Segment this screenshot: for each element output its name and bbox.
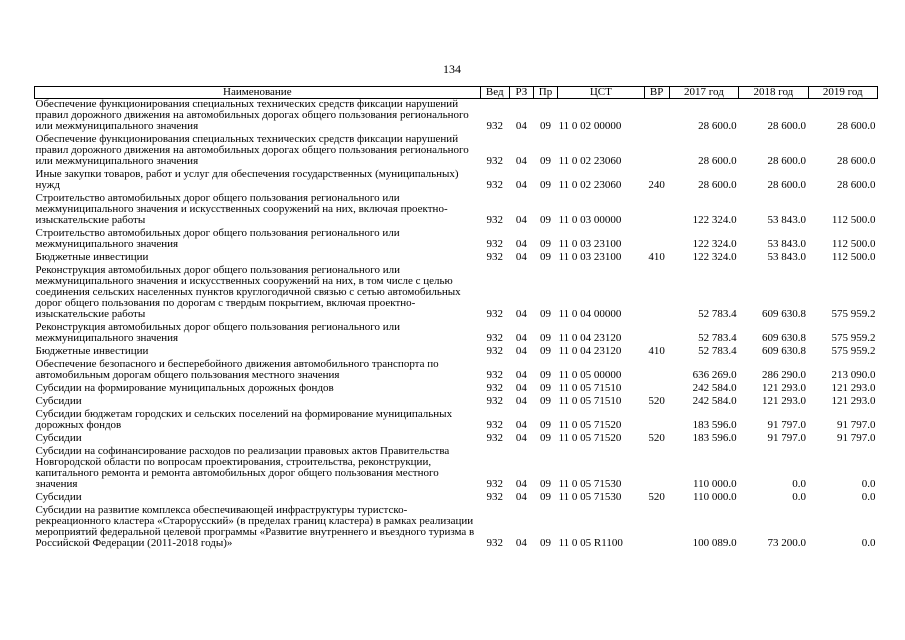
row-vr: 520	[648, 432, 665, 444]
row-vr: 410	[648, 345, 665, 357]
row-name: Субсидии	[35, 432, 82, 444]
row-cst: 11 0 03 00000	[558, 214, 622, 226]
row-ved: 932	[486, 491, 503, 503]
row-2018: 0.0	[792, 491, 807, 503]
row-ved: 932	[486, 251, 503, 263]
row-pr: 09	[540, 369, 552, 381]
row-ved: 932	[486, 369, 503, 381]
row-cst: 11 0 03 23100	[558, 238, 622, 250]
header-rz: РЗ	[509, 87, 533, 99]
row-vr: 240	[648, 179, 665, 191]
row-ved: 932	[486, 332, 503, 344]
row-cst: 11 0 05 00000	[558, 369, 622, 381]
row-rz: 04	[515, 308, 527, 320]
row-pr: 09	[540, 238, 552, 250]
header-2019: 2019 год	[808, 87, 877, 99]
row-rz: 04	[515, 345, 527, 357]
table-row	[35, 169, 878, 193]
row-ved: 932	[486, 214, 503, 226]
row-ved: 932	[486, 308, 503, 320]
row-2017: 183 596.0	[692, 419, 737, 431]
row-pr: 09	[540, 382, 552, 394]
row-rz: 04	[515, 432, 527, 444]
row-2017: 183 596.0	[692, 432, 737, 444]
table-row	[35, 322, 878, 346]
row-2019: 91 797.0	[837, 432, 876, 444]
row-name: Реконструкция автомобильных дорог общего пользования регионального или межмуниципального значения	[35, 321, 400, 344]
row-2019: 112 500.0	[831, 251, 876, 263]
row-rz: 04	[515, 238, 527, 250]
row-rz: 04	[515, 537, 527, 549]
row-2017: 122 324.0	[692, 214, 737, 226]
table-header-row	[35, 87, 878, 99]
table-row	[35, 265, 878, 322]
row-2019: 112 500.0	[831, 214, 876, 226]
row-2017: 100 089.0	[692, 537, 737, 549]
row-rz: 04	[515, 419, 527, 431]
row-ved: 932	[486, 478, 503, 490]
row-cst: 11 0 02 23060	[558, 155, 622, 167]
row-name: Субсидии на софинансирование расходов по реализации правовых актов Правительства Новгородской области по вопросам проектирования, строительства, реконструкции, капитального ремонта и ремонта автомобильных дорог общего пользования местного значения	[35, 445, 450, 490]
row-2018: 0.0	[792, 478, 807, 490]
row-2017: 52 783.4	[698, 332, 737, 344]
row-name: Бюджетные инвестиции	[35, 251, 149, 263]
table-row	[35, 134, 878, 169]
budget-table	[34, 86, 878, 551]
row-vr: 520	[648, 491, 665, 503]
row-2018: 53 843.0	[767, 251, 807, 263]
row-pr: 09	[540, 308, 552, 320]
row-rz: 04	[515, 179, 527, 191]
row-name: Бюджетные инвестиции	[35, 345, 149, 357]
table-row	[35, 446, 878, 492]
row-pr: 09	[540, 251, 552, 263]
row-2019: 112 500.0	[831, 238, 876, 250]
row-2017: 28 600.0	[698, 179, 737, 191]
table-row	[35, 193, 878, 228]
row-vr	[644, 505, 669, 551]
row-vr	[644, 228, 669, 252]
row-2019: 213 090.0	[831, 369, 876, 381]
row-2018: 28 600.0	[767, 120, 807, 132]
row-rz: 04	[515, 369, 527, 381]
row-name: Реконструкция автомобильных дорог общего пользования регионального или межмуниципального значения и искусственных сооружений на них, в том числе с целью соединения сельских населенных пунктов круглогодичной связью с сетью автомобильных дорог общего пользования по дорогам с твердым покрытием, включая проектно-изыскательские работы	[35, 264, 461, 320]
row-rz: 04	[515, 214, 527, 226]
row-2017: 110 000.0	[693, 491, 737, 503]
row-name: Субсидии на развитие комплекса обеспечивающей инфраструктуры туристско-рекреационного кластера «Старорусский» (в пределах границ кластера) в рамках реализации мероприятий федеральной целевой программы «Развитие внутреннего и въездного туризма в Российской Федерации (2011-2018 годы)»	[35, 504, 475, 549]
row-ved: 932	[486, 432, 503, 444]
row-2017: 110 000.0	[693, 478, 737, 490]
row-2019: 575 959.2	[831, 345, 876, 357]
row-cst: 11 0 04 00000	[558, 308, 622, 320]
row-rz: 04	[515, 395, 527, 407]
row-vr	[644, 193, 669, 228]
row-rz: 04	[515, 332, 527, 344]
row-rz: 04	[515, 491, 527, 503]
row-vr	[644, 134, 669, 169]
row-2018: 121 293.0	[762, 395, 807, 407]
row-ved: 932	[486, 238, 503, 250]
row-ved: 932	[486, 395, 503, 407]
row-2018: 53 843.0	[767, 214, 807, 226]
row-ved: 932	[486, 179, 503, 191]
row-2018: 286 290.0	[762, 369, 807, 381]
row-rz: 04	[515, 382, 527, 394]
row-2019: 121 293.0	[831, 382, 876, 394]
table-row	[35, 359, 878, 383]
row-pr: 09	[540, 332, 552, 344]
row-name: Субсидии бюджетам городских и сельских поселений на формирование муниципальных дорожных фондов	[35, 408, 453, 431]
table-row	[35, 505, 878, 551]
row-cst: 11 0 05 71520	[558, 432, 622, 444]
row-cst: 11 0 05 71510	[558, 382, 622, 394]
row-vr	[644, 409, 669, 433]
table-row	[35, 383, 878, 396]
table-row	[35, 99, 878, 135]
row-2018: 609 630.8	[762, 308, 807, 320]
row-2018: 121 293.0	[762, 382, 807, 394]
row-name: Иные закупки товаров, работ и услуг для обеспечения государственных (муниципальных) нужд	[35, 168, 459, 191]
table-row	[35, 228, 878, 252]
row-2017: 28 600.0	[698, 155, 737, 167]
row-ved: 932	[486, 537, 503, 549]
row-vr	[644, 322, 669, 346]
row-2017: 242 584.0	[692, 395, 737, 407]
header-2018: 2018 год	[739, 87, 808, 99]
row-2019: 28 600.0	[837, 155, 876, 167]
row-2017: 242 584.0	[692, 382, 737, 394]
row-name: Субсидии	[35, 395, 82, 407]
row-cst: 11 0 05 71520	[558, 419, 622, 431]
row-pr: 09	[540, 537, 552, 549]
row-2019: 121 293.0	[831, 395, 876, 407]
page-number: 134	[443, 62, 461, 76]
row-pr: 09	[540, 345, 552, 357]
row-pr: 09	[540, 214, 552, 226]
row-2017: 52 783.4	[698, 308, 737, 320]
row-cst: 11 0 02 23060	[558, 179, 622, 191]
row-2019: 0.0	[861, 537, 876, 549]
row-cst: 11 0 05 R1100	[558, 537, 623, 549]
row-pr: 09	[540, 395, 552, 407]
row-2018: 609 630.8	[762, 345, 807, 357]
row-pr: 09	[540, 179, 552, 191]
row-2018: 28 600.0	[767, 155, 807, 167]
row-cst: 11 0 02 00000	[558, 120, 622, 132]
row-2019: 575 959.2	[831, 308, 876, 320]
row-2019: 28 600.0	[837, 179, 876, 191]
row-name: Строительство автомобильных дорог общего пользования регионального или межмуниципального значения и искусственных сооружений на них, включая проектно-изыскательские работы	[35, 192, 448, 226]
row-vr: 520	[648, 395, 665, 407]
row-2018: 91 797.0	[767, 419, 807, 431]
row-cst: 11 0 04 23120	[558, 345, 622, 357]
row-2017: 122 324.0	[692, 251, 737, 263]
row-name: Субсидии	[35, 491, 82, 503]
row-2017: 28 600.0	[698, 120, 737, 132]
row-name: Строительство автомобильных дорог общего пользования регионального или межмуниципального значения	[35, 227, 400, 250]
row-2019: 575 959.2	[831, 332, 876, 344]
row-vr	[644, 446, 669, 492]
row-cst: 11 0 03 23100	[558, 251, 622, 263]
row-pr: 09	[540, 491, 552, 503]
row-2018: 609 630.8	[762, 332, 807, 344]
row-vr	[644, 359, 669, 383]
row-rz: 04	[515, 251, 527, 263]
row-ved: 932	[486, 419, 503, 431]
row-2018: 53 843.0	[767, 238, 807, 250]
row-ved: 932	[486, 382, 503, 394]
row-pr: 09	[540, 419, 552, 431]
header-vr: ВР	[644, 87, 669, 99]
header-ved: Вед	[480, 87, 509, 99]
row-ved: 932	[486, 345, 503, 357]
row-pr: 09	[540, 478, 552, 490]
row-cst: 11 0 04 23120	[558, 332, 622, 344]
row-name: Субсидии на формирование муниципальных дорожных фондов	[35, 382, 334, 394]
row-2018: 91 797.0	[767, 432, 807, 444]
row-2017: 122 324.0	[692, 238, 737, 250]
row-vr	[644, 99, 669, 135]
row-2019: 0.0	[861, 478, 876, 490]
row-cst: 11 0 05 71530	[558, 478, 622, 490]
row-rz: 04	[515, 478, 527, 490]
row-vr	[644, 265, 669, 322]
row-2017: 636 269.0	[692, 369, 737, 381]
row-ved: 932	[486, 120, 503, 132]
row-name: Обеспечение функционирования специальных технических средств фиксации нарушений правил дорожного движения на автомобильных дорогах общего пользования регионального или межмуниципального значения	[35, 133, 469, 167]
row-cst: 11 0 05 71510	[558, 395, 622, 407]
header-cst: ЦСТ	[558, 87, 645, 99]
row-pr: 09	[540, 155, 552, 167]
row-pr: 09	[540, 120, 552, 132]
row-rz: 04	[515, 155, 527, 167]
row-cst: 11 0 05 71530	[558, 491, 622, 503]
header-2017: 2017 год	[669, 87, 738, 99]
row-ved: 932	[486, 155, 503, 167]
table-row	[35, 409, 878, 433]
row-name: Обеспечение функционирования специальных технических средств фиксации нарушений правил дорожного движения на автомобильных дорогах общего пользования регионального или межмуниципального значения	[35, 98, 469, 132]
row-2019: 0.0	[861, 491, 876, 503]
row-2018: 73 200.0	[767, 537, 807, 549]
row-vr: 410	[648, 251, 665, 263]
header-name: Наименование	[35, 87, 481, 99]
row-2017: 52 783.4	[698, 345, 737, 357]
row-2019: 91 797.0	[837, 419, 876, 431]
header-pr: Пр	[533, 87, 557, 99]
row-pr: 09	[540, 432, 552, 444]
row-2018: 28 600.0	[767, 179, 807, 191]
row-2019: 28 600.0	[837, 120, 876, 132]
row-rz: 04	[515, 120, 527, 132]
row-name: Обеспечение безопасного и бесперебойного движения автомобильного транспорта по автомобильным дорогам общего пользования местного значения	[35, 358, 439, 381]
